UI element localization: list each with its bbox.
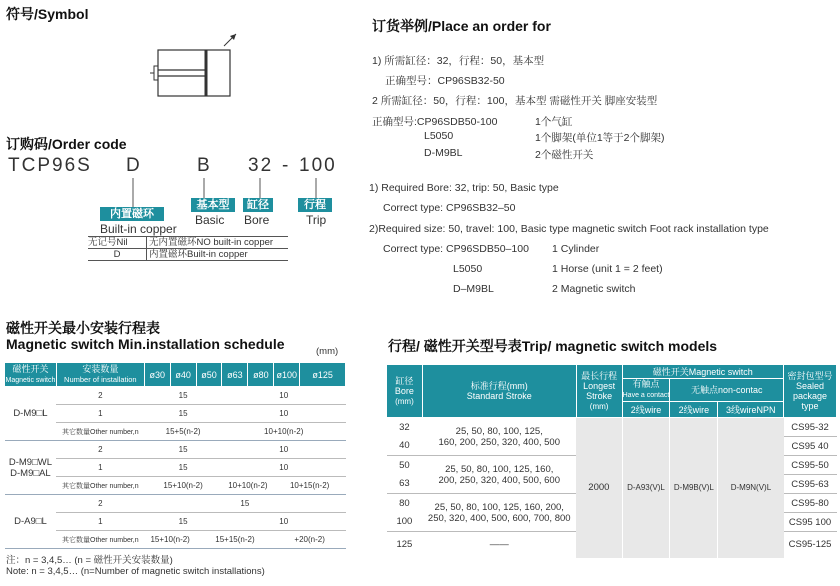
bore-header: ø40 [170, 363, 196, 387]
order-en-right-1: 1 Cylinder [552, 243, 600, 255]
seal-cell: CS95-63 [784, 475, 837, 494]
qty-cell: 2 [56, 387, 144, 405]
longest-cell: 2000 [576, 418, 622, 558]
seal-cell: CS95 40 [784, 437, 837, 456]
order-cn-right-3: 2个磁性开关 [535, 149, 594, 161]
order-cn-line-6: D-M9BL [424, 147, 463, 159]
seal-cell: CS95-125 [788, 539, 832, 551]
stroke-cell: 25, 50, 80, 100, 125, 160, 200, 250, 320, 400, 500, 600, 700, 800 [422, 494, 576, 532]
value-cell: 15+15(n-2) [196, 531, 274, 549]
place-order-title: 订货举例/Place an order for [372, 18, 551, 34]
order-cn-right-2: 1个脚架(单位1等于2个脚架) [535, 132, 665, 144]
switch-c-cell: D-M9N(V)L [718, 418, 784, 558]
order-cn-right-1: 1个气缸 [535, 116, 573, 128]
order-cn-line-5: L5050 [424, 130, 454, 142]
min-install-note-en: Note: n = 3,4,5… (n=Number of magnetic switch installations) [6, 566, 265, 577]
wire-header: 2线wire [622, 402, 670, 418]
order-cn-line-1: 1) 所需缸径：32，行程：50，基本型 [372, 55, 545, 67]
switch-header: 磁性开关 Magnetic switch [5, 363, 57, 387]
value-cell: 15 [144, 441, 222, 459]
bore-header: ø80 [248, 363, 274, 387]
qty-cell: 2 [56, 495, 144, 513]
bore-header: 缸径 Bore (mm) [387, 365, 423, 418]
code-basic: B [197, 155, 212, 176]
trip-label-en: Trip [306, 213, 327, 227]
order-en-line-3: 2)Required size: 50, travel: 100, Basic type magnetic switch Foot rack installation type [369, 223, 769, 235]
order-en-line-6: D–M9BL [453, 283, 494, 295]
value-cell: 10 [222, 405, 346, 423]
order-en-right-2: 1 Horse (unit 1 = 2 feet) [552, 263, 663, 275]
order-cn-line-3: 2 所需缸径：50，行程：100，基本型 需磁性开关 脚座安装型 [372, 95, 658, 107]
value-cell: 15+5(n-2) [144, 423, 222, 441]
code-builtin: D [126, 155, 142, 176]
bore-header: ø50 [196, 363, 222, 387]
value-cell: 10 [222, 441, 346, 459]
order-en-line-2: Correct type: CP96SB32–50 [383, 202, 516, 214]
value-cell: 10+10(n-2) [222, 477, 274, 495]
value-cell: 15 [144, 387, 222, 405]
basic-label-en: Basic [195, 213, 225, 227]
wire-header: 2线wire [670, 402, 718, 418]
seal-cell: CS95 100 [784, 513, 837, 532]
qty-cell: 其它数量Other number,n [56, 531, 144, 549]
bore-label-cn: 缸径 [243, 198, 273, 212]
value-cell: 15+10(n-2) [144, 531, 196, 549]
order-code-title: 订购码/Order code [6, 136, 127, 152]
longest-header: 最长行程 Longest Stroke (mm) [576, 365, 622, 418]
bore-cell: 32 [399, 421, 410, 433]
order-cn-line-4: 正确型号:CP96SDB50-100 [372, 116, 498, 128]
qty-header: 安装数量 Number of installation [56, 363, 144, 387]
bore-cell: 125 [396, 539, 413, 551]
bore-label-en: Bore [244, 213, 270, 227]
qty-cell: 1 [56, 405, 144, 423]
switch-name: D-A9□L [5, 495, 57, 549]
basic-label-cn: 基本型 [191, 198, 235, 212]
code-bore: 32 [248, 155, 274, 176]
value-cell: +20(n-2) [274, 531, 346, 549]
qty-cell: 1 [56, 513, 144, 531]
seal-cell: CS95-80 [784, 494, 837, 513]
bore-header: ø125 [300, 363, 346, 387]
value-cell: 10 [222, 387, 346, 405]
legend-value: 内置磁环Built-in copper [146, 249, 248, 260]
switch-models-title: 行程/ 磁性开关型号表Trip/ magnetic switch models [388, 338, 718, 354]
noncontact-header: 无触点non-contac [670, 379, 784, 402]
switch-name: D-M9□WL D-M9□AL [5, 441, 57, 495]
stroke-header: 标准行程(mm) Standard Stroke [422, 365, 576, 418]
wire-header: 3线wireNPN [718, 402, 784, 418]
code-trip: 100 [299, 155, 337, 176]
legend-table [88, 236, 288, 261]
stroke-cell: —— [489, 539, 509, 551]
switch-b-cell: D-M9B(V)L [670, 418, 718, 558]
value-cell: 15 [144, 405, 222, 423]
code-series: TCP96S [8, 155, 92, 176]
qty-cell: 其它数量Other number,n [56, 423, 144, 441]
qty-cell: 1 [56, 459, 144, 477]
symbol-title: 符号/Symbol [6, 6, 89, 22]
value-cell: 10+15(n-2) [274, 477, 346, 495]
seal-cell: CS95-32 [784, 418, 837, 437]
min-install-title-cn: 磁性开关最小安装行程表 [6, 320, 160, 336]
builtin-label-en: Built-in copper [100, 222, 177, 236]
value-cell: 10 [222, 459, 346, 477]
value-cell: 10 [222, 513, 346, 531]
value-cell: 15+10(n-2) [144, 477, 222, 495]
order-cn-line-2: 正确型号：CP96SB32-50 [385, 75, 505, 87]
min-install-table [4, 362, 346, 549]
qty-cell: 2 [56, 441, 144, 459]
bore-cell: 80 [399, 497, 410, 509]
code-dash: - [282, 155, 291, 176]
order-en-line-1: 1) Required Bore: 32, trip: 50, Basic type [369, 182, 559, 194]
value-cell: 15 [144, 459, 222, 477]
min-install-unit: (mm) [316, 346, 339, 357]
switch-a-cell: D-A93(V)L [622, 418, 670, 558]
bore-header: ø63 [222, 363, 248, 387]
switch-models-table [386, 364, 837, 558]
stroke-cell: 25, 50, 80, 100, 125, 160, 200, 250, 320, 400, 500 [422, 418, 576, 456]
builtin-label-cn: 内置磁环 [100, 207, 164, 221]
order-en-right-3: 2 Magnetic switch [552, 283, 636, 295]
seal-header: 密封包型号 Sealed package type [784, 365, 837, 418]
bore-cell: 40 [387, 437, 423, 456]
order-en-line-5: L5050 [453, 263, 483, 275]
order-en-line-4: Correct type: CP96SDB50–100 [383, 243, 529, 255]
legend-key: D [113, 249, 121, 260]
bore-cell: 100 [387, 513, 423, 532]
trip-label-cn: 行程 [298, 198, 332, 212]
switch-name: D-M9□L [5, 387, 57, 441]
value-cell: 10+10(n-2) [222, 423, 346, 441]
bore-header: ø100 [274, 363, 300, 387]
value-cell: 15 [144, 495, 345, 513]
bore-cell: 63 [387, 475, 423, 494]
legend-value: 无内置磁环NO built-in copper [146, 237, 273, 248]
bore-header: ø30 [144, 363, 170, 387]
bore-cell: 50 [399, 459, 410, 471]
value-cell: 15 [144, 513, 222, 531]
contact-header: 有触点 Have a contact [622, 379, 670, 402]
stroke-cell: 25, 50, 80, 100, 125, 160, 200, 250, 320, 400, 500, 600 [422, 456, 576, 494]
mag-header: 磁性开关Magnetic switch [622, 365, 784, 379]
qty-cell: 其它数量Other number,n [56, 477, 144, 495]
seal-cell: CS95-50 [784, 456, 837, 475]
legend-key: 无记号Nil [88, 237, 128, 248]
min-install-note-cn: 注：n = 3,4,5… (n = 磁性开关安装数量) [6, 555, 173, 566]
cylinder-symbol [150, 30, 240, 102]
min-install-title-en: Magnetic switch Min.installation schedule [6, 336, 285, 352]
